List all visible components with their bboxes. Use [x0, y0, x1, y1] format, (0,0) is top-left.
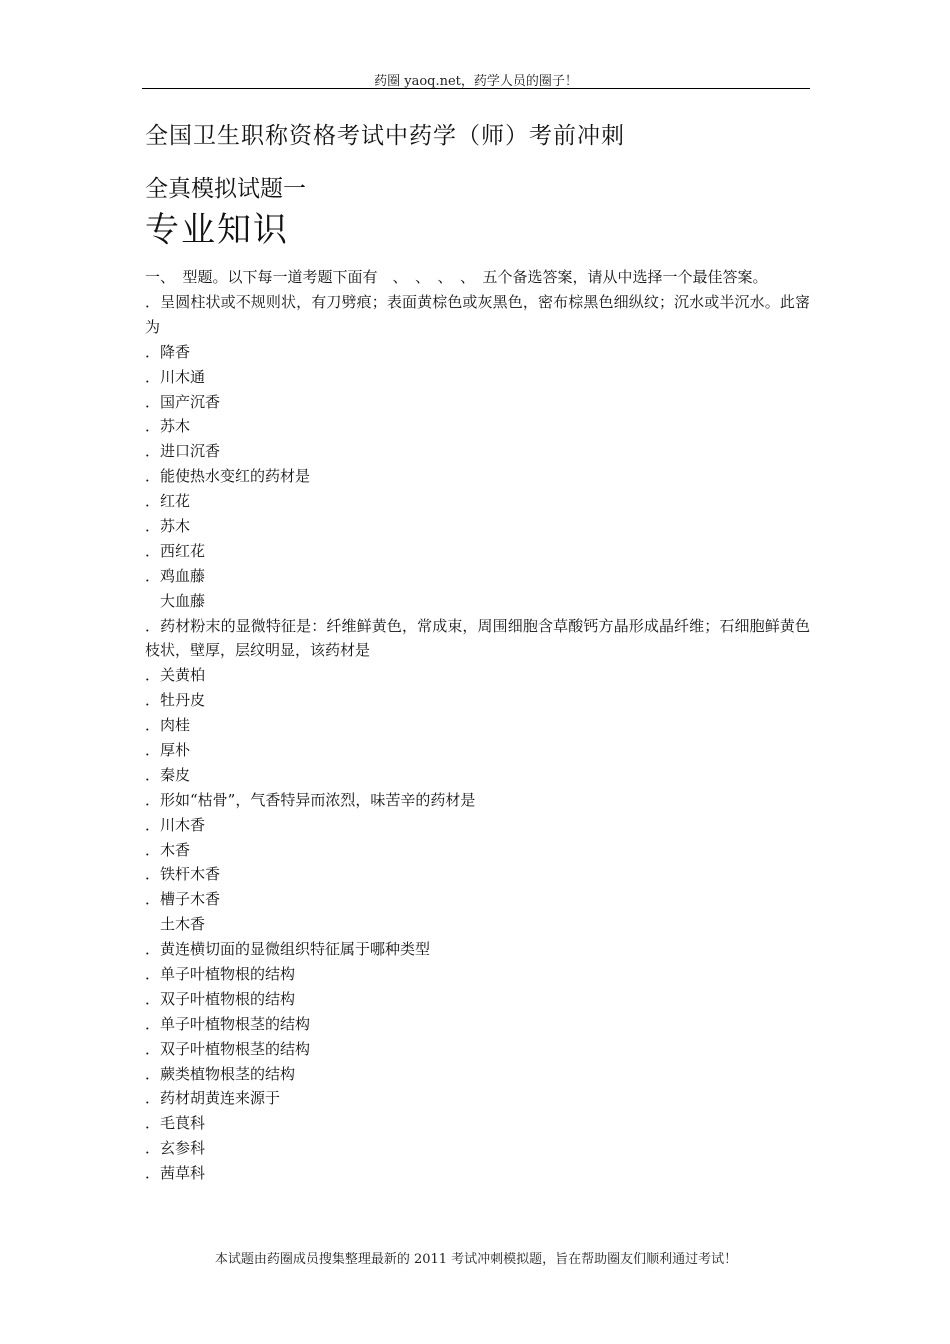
question-3: ．药材粉末的显微特征是：纤维鲜黄色，常成束，周围细胞含草酸钙方晶形成晶纤维；石细胞鲜黄色枝状，壁厚，层纹明显，该药材是: [145, 616, 810, 660]
option: 大血藤: [145, 591, 206, 610]
document-title: 全国卫生职称资格考试中药学（师）考前冲刺: [145, 123, 625, 149]
instruction-text: 一、 型题。以下每一道考题下面有 、 、 、 、 五个备选答案，请从中选择一个最佳答案。: [145, 268, 768, 286]
option: ．鸡血藤: [145, 566, 206, 585]
option: ．苏木: [145, 417, 191, 436]
option: ．牡丹皮: [145, 691, 206, 710]
option: ．西红花: [145, 541, 206, 560]
question-4: ．形如“枯骨”，气香特异而浓烈，味苦辛的药材是: [145, 790, 476, 809]
option: ．铁杆木香: [145, 865, 221, 884]
option: ．红花: [145, 492, 191, 511]
option: ．单子叶植物根茎的结构: [145, 1014, 311, 1033]
option: ．苏木: [145, 516, 191, 535]
option: ．毛茛科: [145, 1114, 206, 1133]
option: ．降香: [145, 342, 191, 361]
document-subtitle: 全真模拟试题一: [145, 176, 306, 202]
page-footer: 本试题由药圈成员搜集整理最新的 2011 考试冲刺模拟题，旨在帮助圈友们顺利通过考试！: [214, 1252, 738, 1267]
question-1: ．呈圆柱状或不规则状，有刀劈痕；表面黄棕色或灰黑色，密布棕黑色细纵纹；沉水或半沉水。此宻为: [145, 292, 810, 336]
option: ．双子叶植物根的结构: [145, 989, 296, 1008]
option: ．蕨类植物根茎的结构: [145, 1064, 296, 1083]
option: ．肉桂: [145, 716, 191, 735]
option: ．木香: [145, 840, 191, 859]
header-divider: [142, 88, 810, 89]
page-header: 药圈 yaoq.net，药学人员的圈子！: [374, 74, 578, 89]
option: ．厚朴: [145, 741, 191, 759]
question-5: ．黄连横切面的显微组织特征属于哪种类型: [145, 940, 431, 959]
question-6: ．药材胡黄连来源于: [145, 1089, 281, 1108]
option: ．槽子木香: [145, 890, 221, 909]
option: ．秦皮: [145, 765, 191, 784]
option: ．关黄柏: [145, 666, 206, 685]
question-2: ．能使热水变红的药材是: [145, 467, 311, 486]
section-title: 专业知识: [145, 210, 289, 250]
option: 土木香: [145, 915, 206, 934]
option: ．茜草科: [145, 1164, 206, 1183]
option: ．川木通: [145, 367, 206, 386]
option: ．单子叶植物根的结构: [145, 965, 296, 984]
question-body: [145, 265, 810, 1186]
option: ．玄参科: [145, 1139, 206, 1158]
option: ．国产沉香: [145, 392, 221, 411]
option: ．进口沉香: [145, 442, 221, 461]
option: ．川木香: [145, 815, 206, 834]
option: ．双子叶植物根茎的结构: [145, 1039, 311, 1058]
